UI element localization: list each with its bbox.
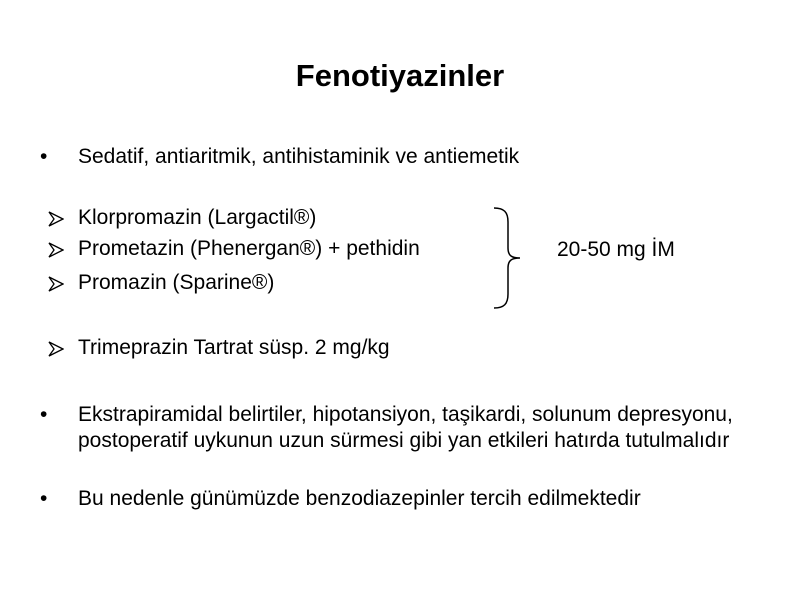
curly-brace-icon (486, 206, 534, 310)
conclusion-text: Bu nedenle günümüzde benzodiazepinler tercih edilmektedir (78, 487, 641, 510)
arrow-bullet-icon (48, 341, 64, 357)
dose-label: 20-50 mg İM (557, 238, 675, 261)
drug-item: Promazin (Sparine®) (78, 271, 275, 294)
side-effects-text: Ekstrapiramidal belirtiler, hipotansiyon, taşikardi, solunum depresyonu, postoperatif uykunun uzun sürmesi gibi yan etkileri hatırda tutulmalıdır (78, 403, 733, 452)
arrow-bullet-icon (48, 276, 64, 292)
bullet-dot-icon: • (40, 145, 48, 168)
drug-item: Prometazin (Phenergan®) + pethidin (78, 237, 420, 260)
bullet-text: Sedatif, antiaritmik, antihistaminik ve antiemetik (78, 145, 520, 168)
slide-title: Fenotiyazinler (295, 58, 505, 93)
bullet-dot-icon: • (40, 403, 48, 426)
drug-item: Klorpromazin (Largactil®) (78, 206, 317, 229)
trimeprazin-item: Trimeprazin Tartrat süsp. 2 mg/kg (78, 336, 390, 359)
arrow-bullet-icon (48, 211, 64, 227)
bullet-dot-icon: • (40, 487, 48, 510)
arrow-bullet-icon (48, 242, 64, 258)
